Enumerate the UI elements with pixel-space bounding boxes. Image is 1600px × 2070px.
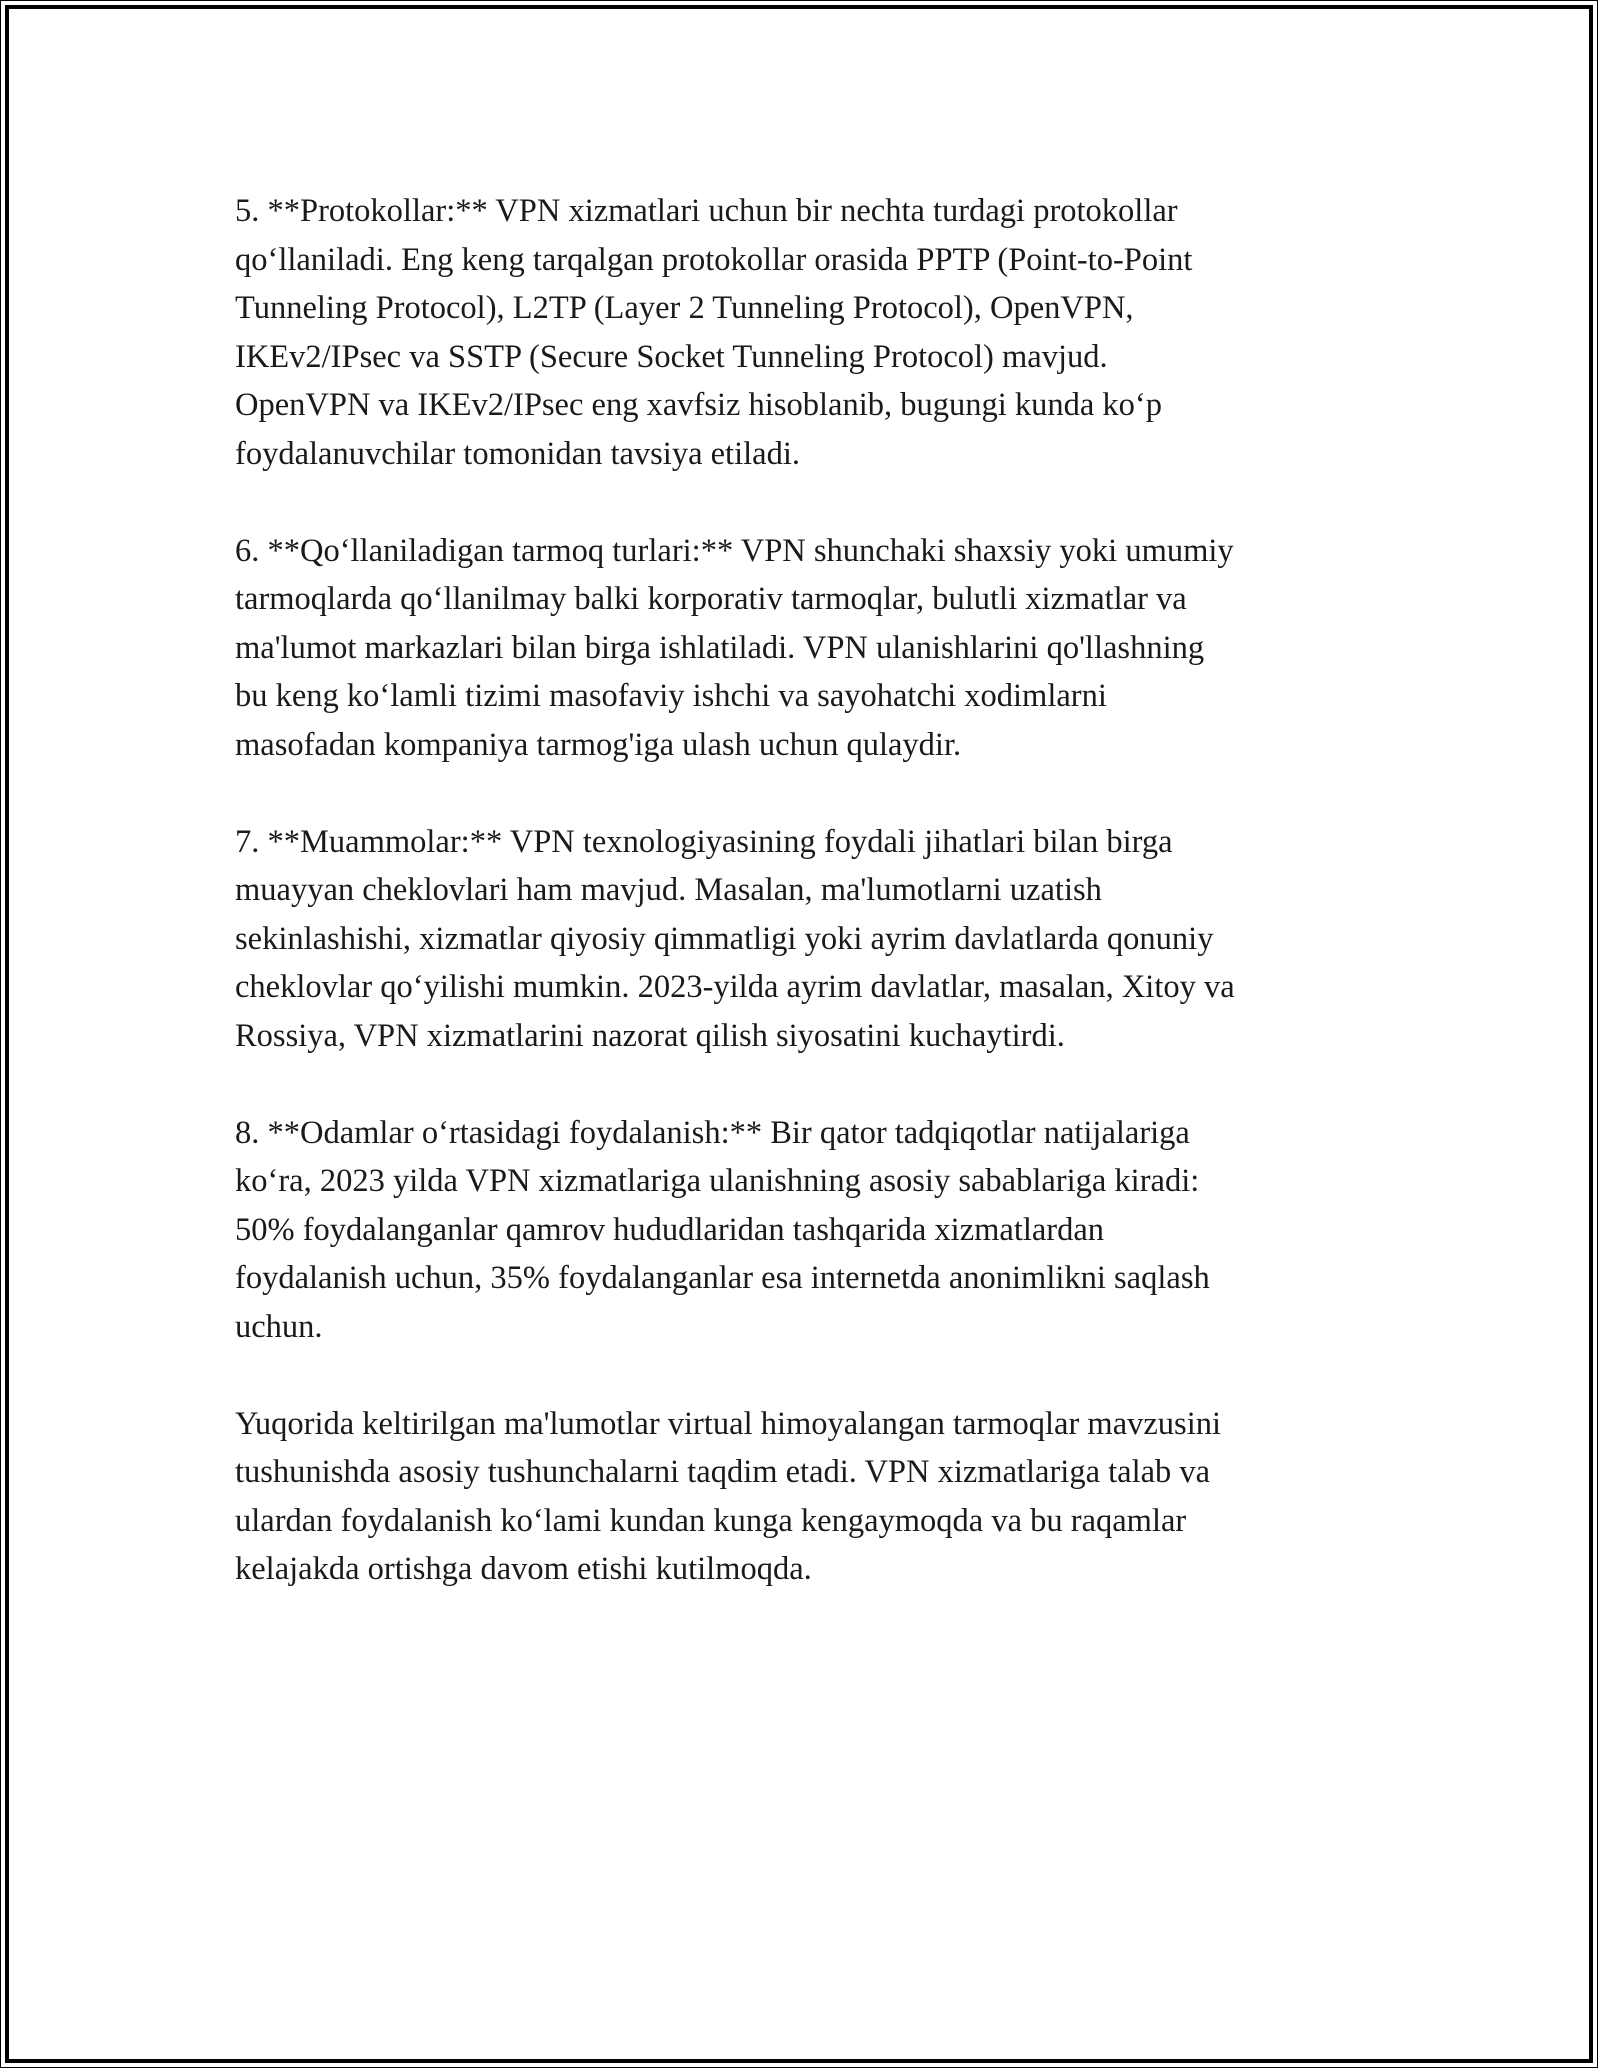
text-line: 6. **Qo‘llaniladigan tarmoq turlari:** VPN shunchaki shaxsiy yoki umumiy — [235, 532, 1234, 569]
paragraph-network-types — [235, 527, 1390, 770]
text-line: masofadan kompaniya tarmog'iga ulash uchun qulaydir. — [235, 726, 962, 763]
text-line: 50% foydalanganlar qamrov hududlaridan tashqarida xizmatlardan — [235, 1211, 1105, 1248]
paragraph-problems — [235, 818, 1390, 1061]
text-line: ma'lumot markazlari bilan birga ishlatiladi. VPN ulanishlarini qo'llashning — [235, 629, 1205, 666]
paragraph-protocols — [235, 187, 1390, 478]
text-line: foydalanish uchun, 35% foydalanganlar esa internetda anonimlikni saqlash — [235, 1260, 1210, 1296]
text-line: 7. **Muammolar:** VPN texnologiyasining foydali jihatlari bilan birga — [235, 823, 1173, 860]
text-line: 5. **Protokollar:** VPN xizmatlari uchun bir nechta turdagi protokollar — [235, 193, 1178, 229]
paragraph-usage — [235, 1109, 1390, 1352]
text-line: bu keng ko‘lamli tizimi masofaviy ishchi va sayohatchi xodimlarni — [235, 678, 1107, 714]
document-body — [235, 187, 1390, 1642]
text-line: tushunishda asosiy tushunchalarni taqdim etadi. VPN xizmatlariga talab va — [235, 1454, 1211, 1490]
text-line: tarmoqlarda qo‘llanilmay balki korporativ tarmoqlar, bulutli xizmatlar va — [235, 581, 1187, 617]
text-line: 8. **Odamlar o‘rtasidagi foydalanish:** Bir qator tadqiqotlar natijalariga — [235, 1114, 1190, 1151]
text-line: sekinlashishi, xizmatlar qiyosiy qimmatligi yoki ayrim davlatlarda qonuniy — [235, 920, 1214, 957]
paragraph-conclusion — [235, 1400, 1390, 1594]
text-line: ulardan foydalanish ko‘lami kundan kunga kengaymoqda va bu raqamlar — [235, 1502, 1187, 1539]
text-line: foydalanuvchilar tomonidan tavsiya etiladi. — [235, 435, 800, 472]
text-line: uchun. — [235, 1308, 323, 1345]
text-line: qo‘llaniladi. Eng keng tarqalgan protokollar orasida PPTP (Point-to-Point — [235, 241, 1193, 278]
text-line: muayyan cheklovlari ham mavjud. Masalan, ma'lumotlarni uzatish — [235, 872, 1102, 908]
text-line: IKEv2/IPsec va SSTP (Secure Socket Tunneling Protocol) mavjud. — [235, 338, 1108, 375]
text-line: Yuqorida keltirilgan ma'lumotlar virtual himoyalangan tarmoqlar mavzusini — [235, 1405, 1222, 1442]
text-line: Rossiya, VPN xizmatlarini nazorat qilish siyosatini kuchaytirdi. — [235, 1017, 1065, 1054]
text-line: kelajakda ortishga davom etishi kutilmoqda. — [235, 1551, 812, 1587]
text-line: Tunneling Protocol), L2TP (Layer 2 Tunneling Protocol), OpenVPN, — [235, 290, 1134, 326]
text-line: OpenVPN va IKEv2/IPsec eng xavfsiz hisoblanib, bugungi kunda ko‘p — [235, 387, 1162, 423]
text-line: cheklovlar qo‘yilishi mumkin. 2023-yilda ayrim davlatlar, masalan, Xitoy va — [235, 969, 1235, 1005]
text-line: ko‘ra, 2023 yilda VPN xizmatlariga ulanishning asosiy sabablariga kiradi: — [235, 1163, 1200, 1199]
